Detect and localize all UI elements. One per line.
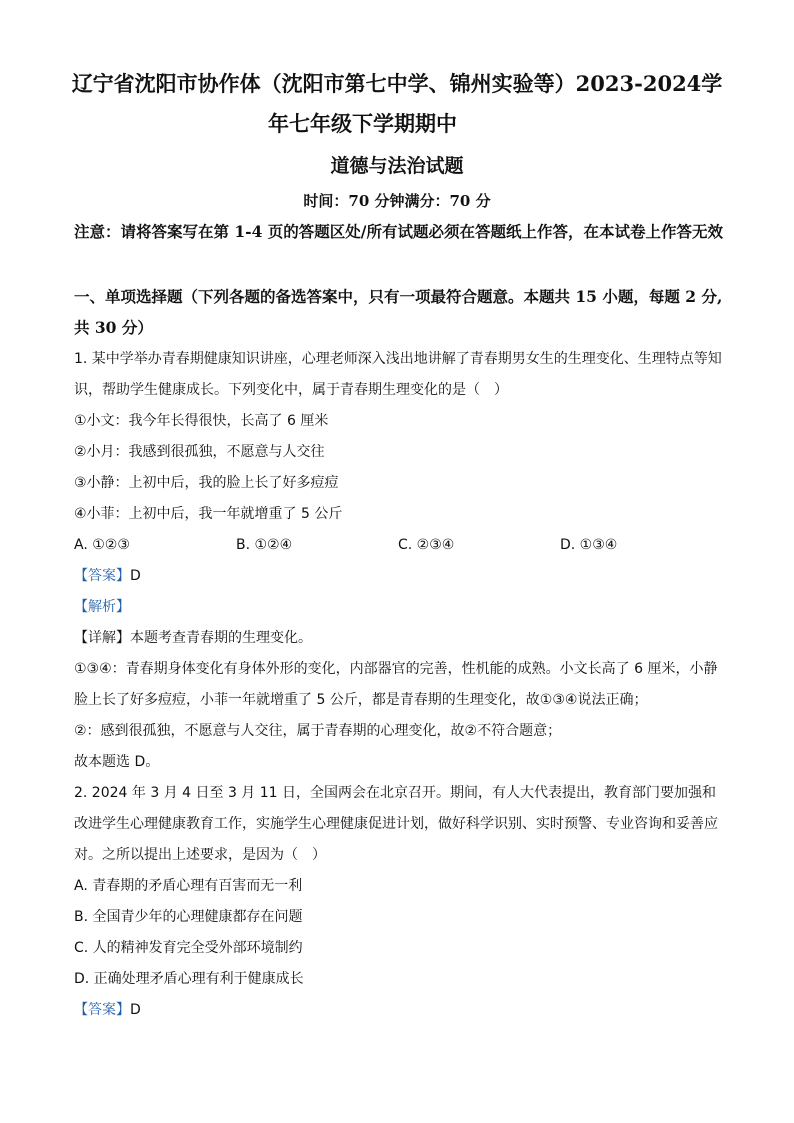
notice-text: 注意：请将答案写在第 1-4 页的答题区处/所有试题必须在答题纸上作答，在本试卷上作答无效 — [74, 222, 723, 241]
q1-answer — [74, 561, 724, 592]
q1-option-a: A. ①②③ — [74, 537, 130, 553]
q1-detail-line-1: ①③④：青春期身体变化有身体外形的变化，内部器官的完善，性机能的成熟。小文长高了 6 厘米，小静脸上长了好多痘痘，小菲一年就增重了 5 公斤，都是青春期的生理变化，故①③④说法正确； — [74, 661, 718, 708]
title-line-1: 辽宁省沈阳市协作体（沈阳市第七中学、锦州实验等）2023-2024学 — [71, 71, 723, 96]
q1-stem: 1. 某中学举办青春期健康知识讲座，心理老师深入浅出地讲解了青春期男女生的生理变化、生理特点等知识，帮助学生健康成长。下列变化中，属于青春期生理变化的是（ ） — [74, 351, 722, 398]
answer-tag: 【答案】 — [74, 1002, 130, 1018]
answer-value: D — [130, 568, 141, 584]
answer-tag: 【答案】 — [74, 568, 130, 584]
q1-item-1: ①小文：我今年长得很快，长高了 6 厘米 — [74, 413, 329, 429]
q2-option-c: C. 人的精神发育完全受外部环境制约 — [74, 940, 303, 956]
title-line-2: 年七年级下学期期中 — [268, 111, 457, 136]
document-title — [70, 64, 724, 144]
q1-option-b: B. ①②④ — [236, 537, 293, 553]
q1-analysis — [74, 592, 724, 623]
q2-option-b: B. 全国青少年的心理健康都存在问题 — [74, 909, 303, 925]
q1-item-2: ②小月：我感到很孤独，不愿意与人交往 — [74, 444, 325, 460]
subject-title: 道德与法治试题 — [330, 155, 464, 177]
q1-option-c: C. ②③④ — [398, 537, 455, 553]
question-body — [74, 344, 724, 1026]
q1-detail-line-2: ②：感到很孤独，不愿意与人交往，属于青春期的心理变化，故②不符合题意； — [74, 723, 562, 739]
q2-stem: 2. 2024 年 3 月 4 日至 3 月 11 日，全国两会在北京召开。期间，有人大代表提出，教育部门要加强和改进学生心理健康教育工作，实施学生心理健康促进计划，做好科学识别、实时预警、专业咨询和妥善应对。之所以提出上述要求，是因为（ ） — [74, 785, 718, 863]
detail-intro: 本题考查青春期的生理变化。 — [130, 630, 312, 646]
q1-item-4: ④小菲：上初中后，我一年就增重了 5 公斤 — [74, 506, 343, 522]
q2-option-d: D. 正确处理矛盾心理有利于健康成长 — [74, 971, 304, 987]
detail-tag: 【详解】 — [74, 630, 130, 646]
q1-detail-line-3: 故本题选 D。 — [74, 754, 160, 770]
section-heading: 一、单项选择题（下列各题的备选答案中，只有一项最符合题意。本题共 15 小题，每题 2 分,共 30 分） — [74, 287, 723, 337]
q2-answer — [74, 995, 724, 1026]
q1-options — [74, 530, 724, 561]
analysis-tag: 【解析】 — [74, 599, 130, 615]
q2-option-a: A. 青春期的矛盾心理有百害而无一利 — [74, 878, 303, 894]
q1-item-3: ③小静：上初中后，我的脸上长了好多痘痘 — [74, 475, 339, 491]
q1-detail-intro — [74, 623, 724, 654]
q1-option-d: D. ①③④ — [560, 537, 618, 553]
answer-value: D — [130, 1002, 141, 1018]
time-and-score: 时间：70 分钟满分：70 分 — [303, 192, 491, 210]
